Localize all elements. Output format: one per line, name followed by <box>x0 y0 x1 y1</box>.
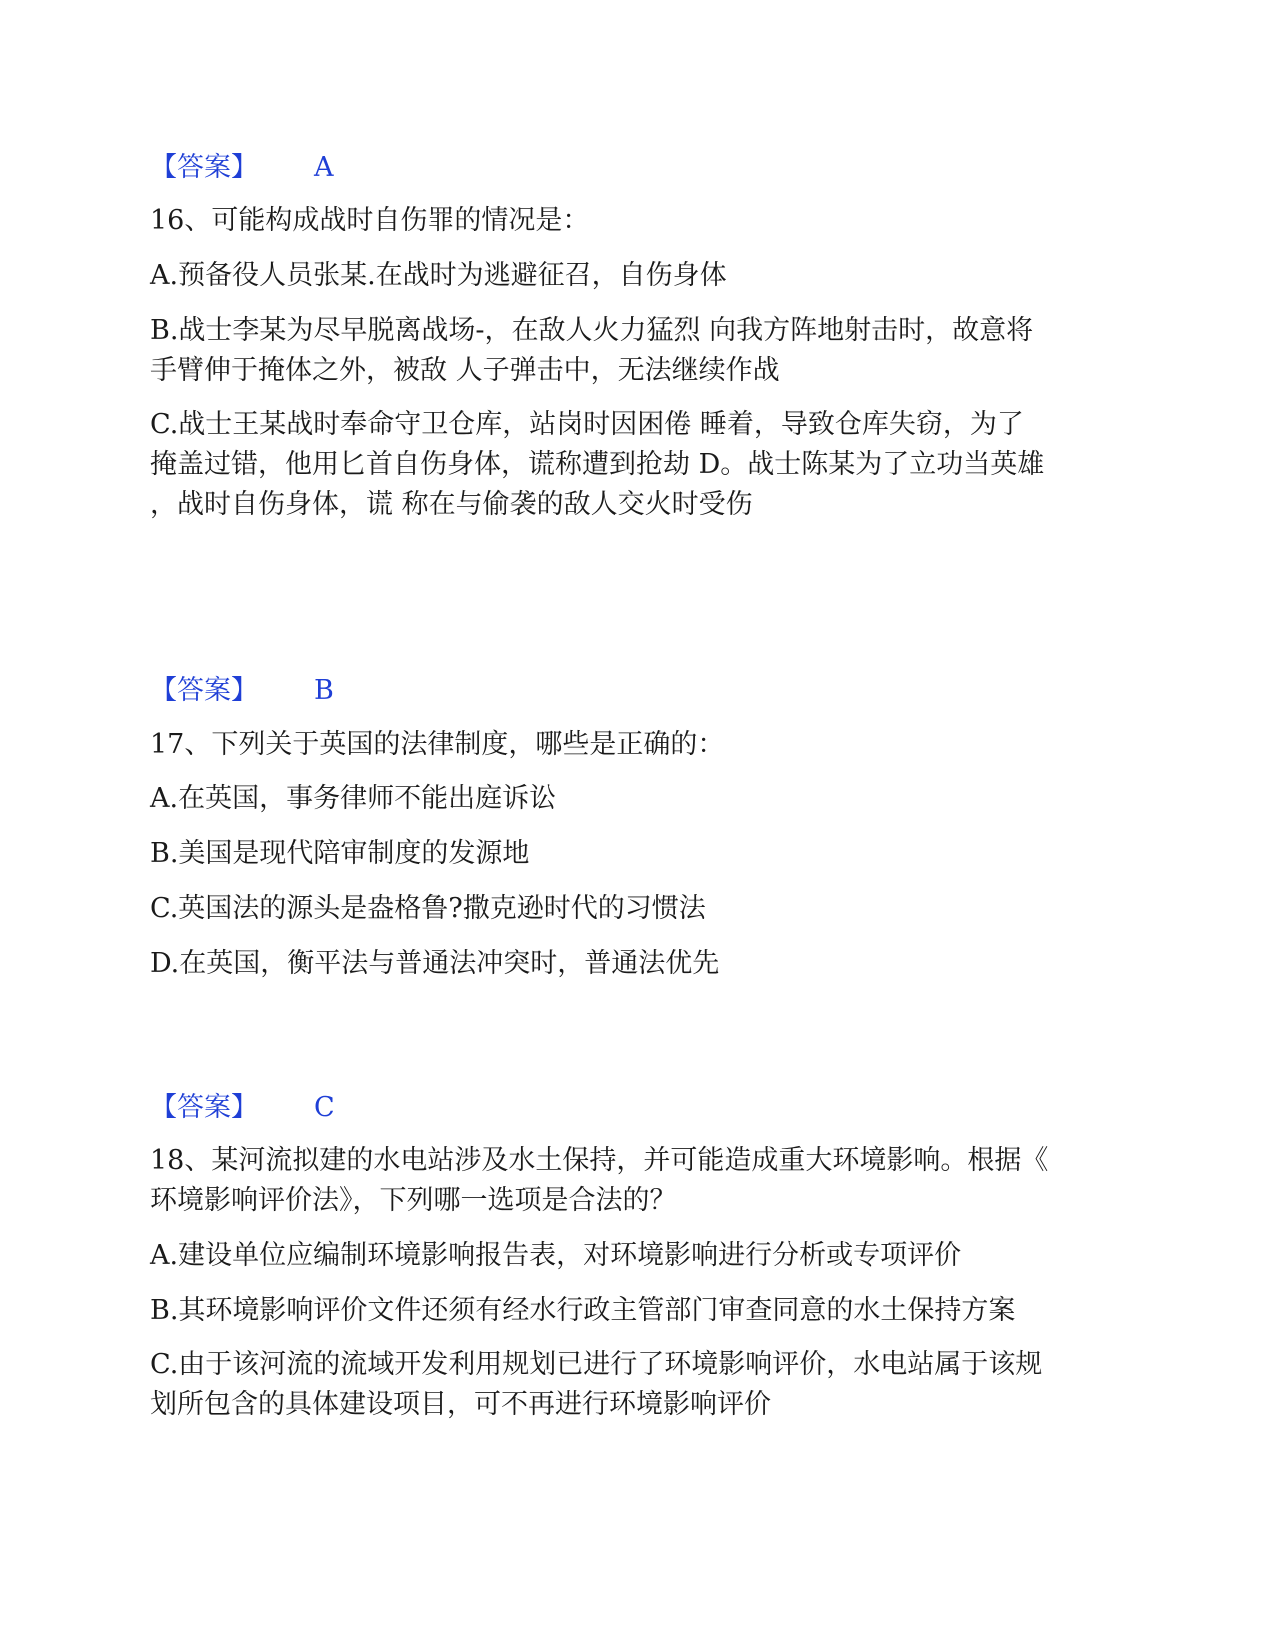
question-text: 16、可能构成战时自伤罪的情况是： <box>150 205 590 236</box>
answer-line <box>150 1088 335 1128</box>
option-b-line-1: B.战士李某为尽早脱离战场-，在敌人火力猛烈 向我方阵地射击时，故意将 <box>150 315 1034 346</box>
answer-value: B <box>314 675 334 706</box>
option-b: B.美国是现代陪审制度的发源地 <box>150 838 530 869</box>
option-a: A.预备役人员张某.在战时为逃避征召，自伤身体 <box>150 260 727 291</box>
option-c-line-1: C.由于该河流的流域开发利用规划已进行了环境影响评价，水电站属于该规 <box>150 1349 1043 1380</box>
answer-value: A <box>314 152 334 183</box>
question-text-line-1: 18、某河流拟建的水电站涉及水土保持，并可能造成重大环境影响。根据《 <box>150 1145 1049 1176</box>
answer-label: 【答案】 <box>150 675 258 706</box>
option-c-line-2: 划所包含的具体建设项目，可不再进行环境影响评价 <box>150 1389 771 1420</box>
answer-label: 【答案】 <box>150 1092 258 1123</box>
option-d: D.在英国，衡平法与普通法冲突时，普通法优先 <box>150 948 720 979</box>
option-a: A.建设单位应编制环境影响报告表，对环境影响进行分析或专项评价 <box>150 1240 962 1271</box>
question-text: 17、下列关于英国的法律制度，哪些是正确的： <box>150 729 725 760</box>
option-c-line-3: ，战时自伤身体，谎 称在与偷袭的敌人交火时受伤 <box>150 489 753 520</box>
option-a: A.在英国，事务律师不能出庭诉讼 <box>150 783 557 814</box>
question-text-line-2: 环境影响评价法》，下列哪一选项是合法的？ <box>150 1185 677 1216</box>
option-b-line-2: 手臂伸于掩体之外，被敌 人子弹击中，无法继续作战 <box>150 355 780 386</box>
option-c-line-1: C.战士王某战时奉命守卫仓库，站岗时因困倦 睡着，导致仓库失窃，为了 <box>150 409 1024 440</box>
answer-value: C <box>314 1092 335 1123</box>
answer-line <box>150 671 334 711</box>
answer-line <box>150 148 334 188</box>
option-c-line-2: 掩盖过错，他用匕首自伤身体，谎称遭到抢劫 D。战士陈某为了立功当英雄 <box>150 449 1045 480</box>
answer-label: 【答案】 <box>150 152 258 183</box>
option-c: C.英国法的源头是盎格鲁?撒克逊时代的习惯法 <box>150 893 706 924</box>
option-b: B.其环境影响评价文件还须有经水行政主管部门审查同意的水土保持方案 <box>150 1295 1016 1326</box>
